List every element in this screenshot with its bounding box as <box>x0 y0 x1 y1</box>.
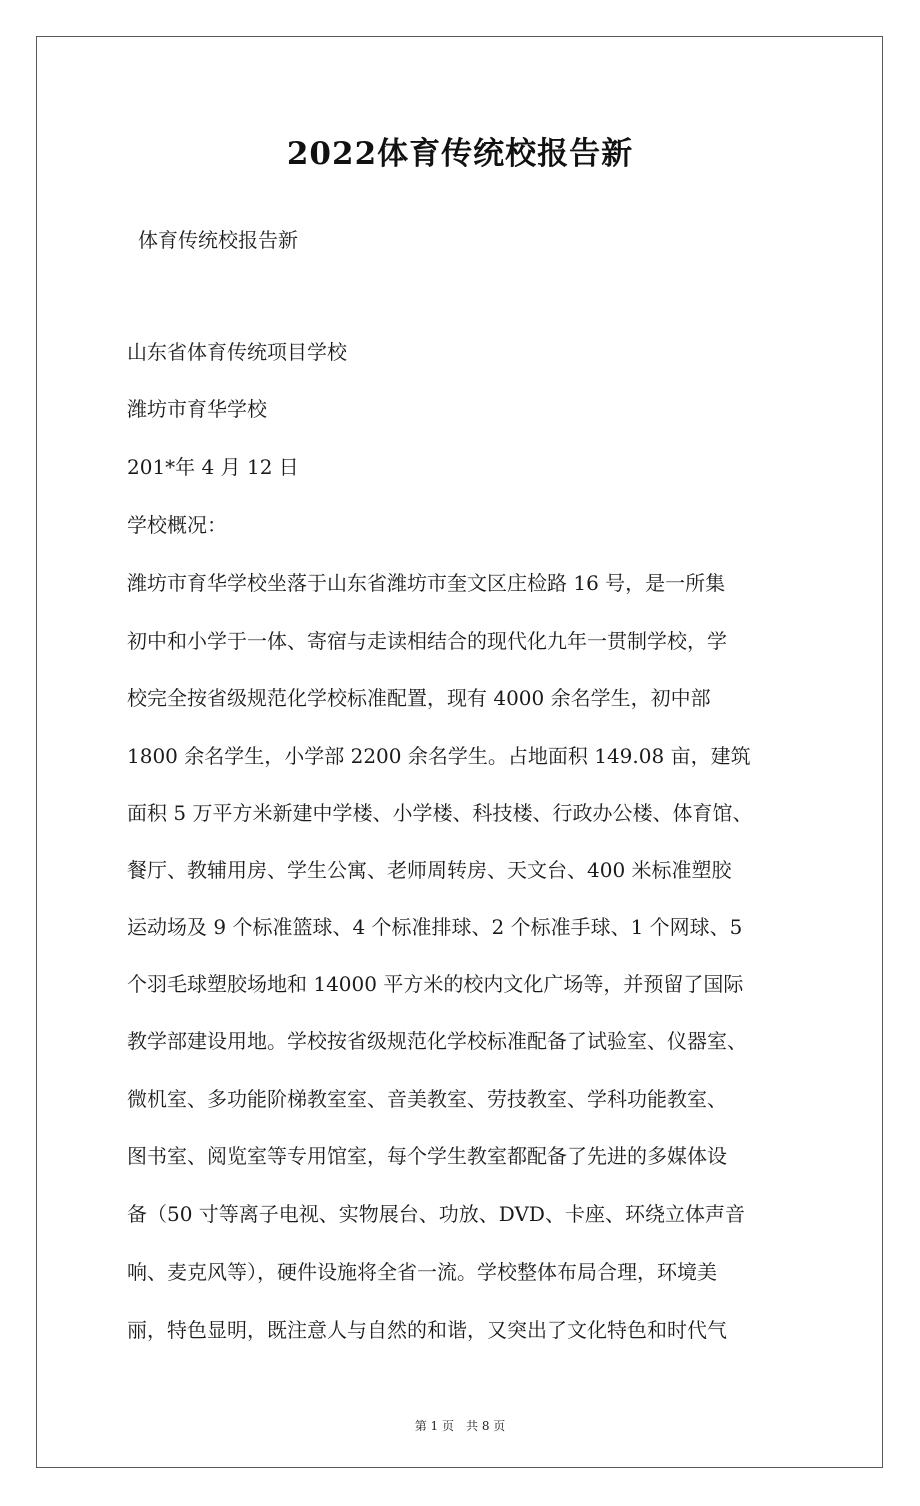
paragraph-line: 面积 5 万平方米新建中学楼、小学楼、科技楼、行政办公楼、体育馆、 <box>127 801 753 825</box>
paragraph-line: 1800 余名学生，小学部 2200 余名学生。占地面积 149.08 亩，建筑 <box>127 744 751 768</box>
document-title: 2022体育传统校报告新 <box>286 136 634 172</box>
date-line: 201*年 4 月 12 日 <box>127 455 299 479</box>
paragraph-line: 潍坊市育华学校坐落于山东省潍坊市奎文区庄检路 16 号，是一所集 <box>127 571 726 595</box>
school-name-line: 潍坊市育华学校 <box>127 397 267 421</box>
paragraph-line: 教学部建设用地。学校按省级规范化学校标准配备了试验室、仪器室、 <box>127 1029 747 1053</box>
paragraph-line: 备（50 寸等离子电视、实物展台、功放、DVD、卡座、环绕立体声音 <box>127 1202 745 1226</box>
paragraph-line: 初中和小学于一体、寄宿与走读相结合的现代化九年一贯制学校，学 <box>127 629 727 653</box>
page-number-footer: 第 1 页 共 8 页 <box>414 1419 506 1433</box>
paragraph-line: 微机室、多功能阶梯教室室、音美教室、劳技教室、学科功能教室、 <box>127 1087 727 1111</box>
paragraph-line: 响、麦克风等），硬件设施将全省一流。学校整体布局合理，环境美 <box>127 1260 717 1284</box>
paragraph-line: 丽，特色显明，既注意人与自然的和谐，又突出了文化特色和时代气 <box>127 1318 727 1342</box>
paragraph-line: 运动场及 9 个标准篮球、4 个标准排球、2 个标准手球、1 个网球、5 <box>127 915 743 939</box>
document-subtitle: 体育传统校报告新 <box>138 228 298 252</box>
paragraph-line: 校完全按省级规范化学校标准配置，现有 4000 余名学生，初中部 <box>127 686 711 710</box>
school-category-line: 山东省体育传统项目学校 <box>127 340 347 364</box>
paragraph-line: 餐厅、教辅用房、学生公寓、老师周转房、天文台、400 米标准塑胶 <box>127 858 732 882</box>
paragraph-line: 个羽毛球塑胶场地和 14000 平方米的校内文化广场等，并预留了国际 <box>127 972 744 996</box>
section-heading: 学校概况： <box>127 513 227 537</box>
paragraph-line: 图书室、阅览室等专用馆室，每个学生教室都配备了先进的多媒体设 <box>127 1144 727 1168</box>
